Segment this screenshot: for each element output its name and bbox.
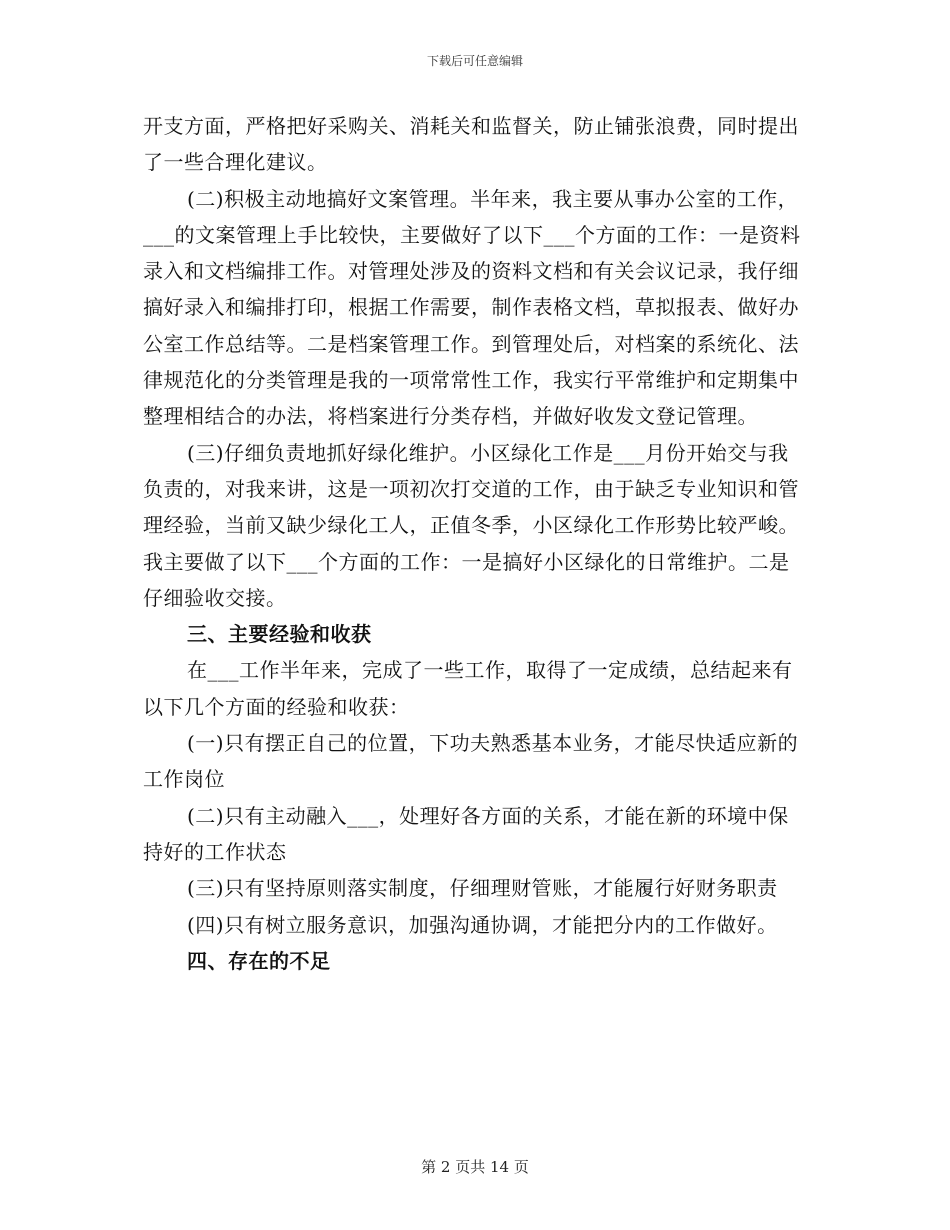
- section-heading-experience: 三、主要经验和收获: [187, 622, 372, 647]
- paragraph-expense: 开支方面，严格把好采购关、消耗关和监督关，防止铺张浪费，同时提出了一些合理化建议。: [143, 114, 799, 175]
- page-header: 下载后可任意编辑: [426, 54, 523, 68]
- paragraph-document-management: (二)积极主动地搞好文案管理。半年来，我主要从事办公室的工作，___的文案管理上手比较快，主要做好了以下___个方面的工作：一是资料录入和文档编排工作。对管理处涉及的资料文档和有关会议记录，我仔细搞好录入和编排打印，根据工作需要，制作表格文档，草拟报表、做好办公室工作总结等。二是档案管理工作。到管理处后，对档案的系统化、法律规范化的分类管理是我的一项常常性工作，我实行平常维护和定期集中整理相结合的办法，将档案进行分类存档，并做好收发文登记管理。: [143, 186, 801, 429]
- paragraph-greening-maintenance: (三)仔细负责地抓好绿化维护。小区绿化工作是___月份开始交与我负责的，对我来讲，这是一项初次打交道的工作，由于缺乏专业知识和管理经验，当前又缺少绿化工人，正值冬季，小区绿化工作形势比较严峻。我主要做了以下___个方面的工作：一是搞好小区绿化的日常维护。二是仔细验收交接。: [143, 440, 799, 610]
- document-body: [143, 108, 808, 979]
- list-item-experience-4: (四)只有树立服务意识，加强沟通协调，才能把分内的工作做好。: [187, 912, 778, 937]
- section-heading-shortcomings: 四、存在的不足: [187, 948, 331, 973]
- list-item-experience-3: (三)只有坚持原则落实制度，仔细理财管账，才能履行好财务职责: [187, 876, 778, 901]
- list-item-experience-1: (一)只有摆正自己的位置，下功夫熟悉基本业务，才能尽快适应新的工作岗位: [143, 731, 799, 792]
- paragraph-experience-intro: 在___工作半年来，完成了一些工作，取得了一定成绩，总结起来有以下几个方面的经验和收获：: [143, 658, 793, 719]
- page-footer: 第 2 页共 14 页: [421, 1158, 529, 1176]
- list-item-experience-2: (二)只有主动融入___，处理好各方面的关系，才能在新的环境中保持好的工作状态: [143, 803, 789, 864]
